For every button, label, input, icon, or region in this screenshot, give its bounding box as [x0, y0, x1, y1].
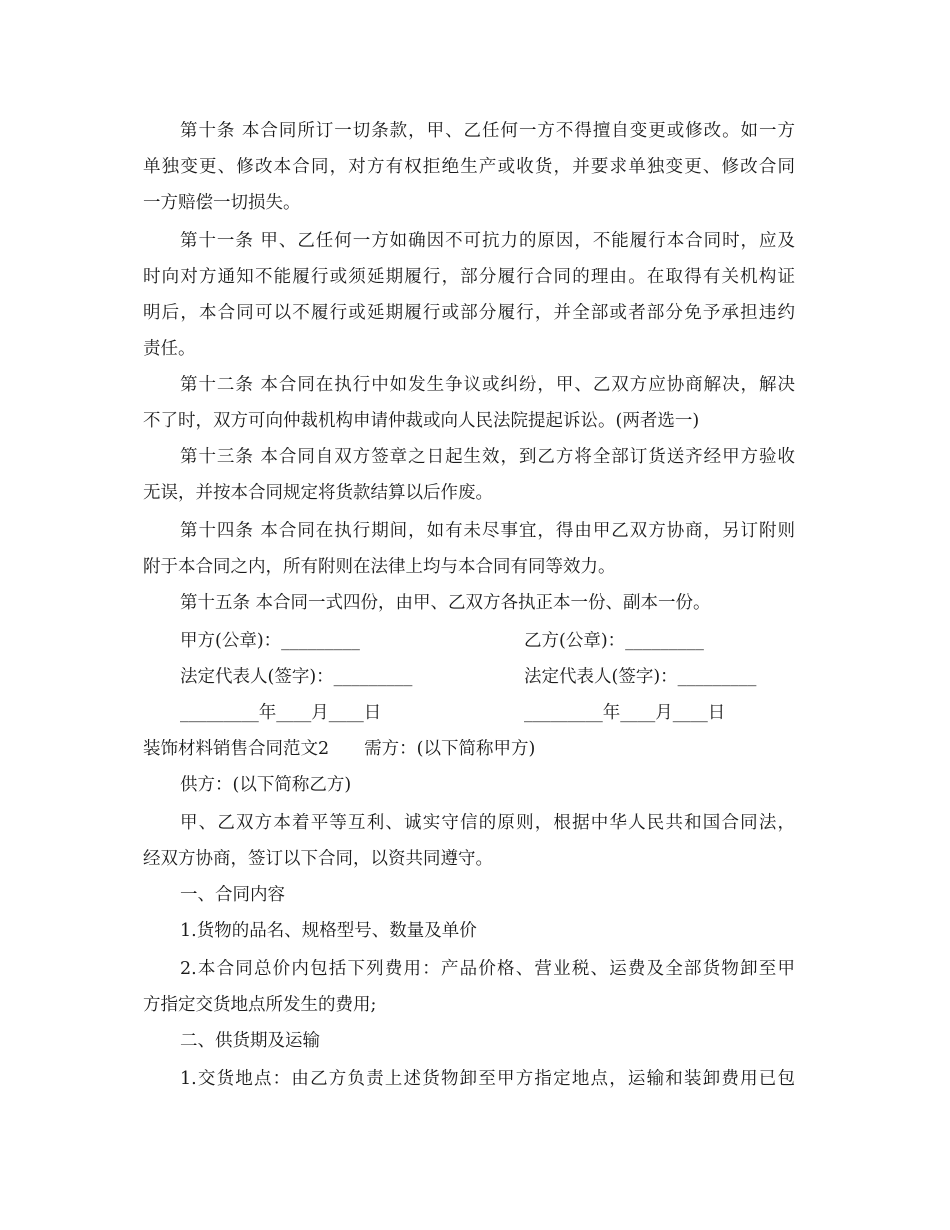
article-11-line-2: 时向对方通知不能履行或须延期履行，部分履行合同的理由。在取得有关机构证: [143, 267, 795, 287]
item-2-line-2: 方指定交货地点所发生的费用;: [143, 995, 377, 1015]
article-14-line-1: 第十四条 本合同在执行期间，如有未尽事宜，得由甲乙双方协商，另订附则: [180, 521, 795, 541]
party-b-representative: 法定代表人(签字)：_________: [524, 667, 757, 687]
intro-line-1: 甲、乙双方本着平等互利、诚实守信的原则，根据中华人民共和国合同法，: [180, 813, 795, 833]
section-1-heading: 一、合同内容: [180, 885, 285, 905]
party-a-seal: 甲方(公章)：_________: [180, 631, 360, 651]
item-2-line-1: 2.本合同总价内包括下列费用：产品价格、营业税、运费及全部货物卸至甲: [180, 959, 795, 979]
article-15-line-1: 第十五条 本合同一式四份，由甲、乙双方各执正本一份、副本一份。: [180, 593, 711, 613]
article-13-line-1: 第十三条 本合同自双方签章之日起生效，到乙方将全部订货送齐经甲方验收: [180, 447, 795, 467]
party-b-seal: 乙方(公章)：_________: [524, 631, 704, 651]
article-10-line-2: 单独变更、修改本合同，对方有权拒绝生产或收货，并要求单独变更、修改合同: [143, 157, 795, 177]
contract-2-title: 装饰材料销售合同范文2 需方：(以下简称甲方): [143, 739, 536, 759]
article-12-line-2: 不了时，双方可向仲裁机构申请仲裁或向人民法院提起诉讼。(两者选一): [143, 411, 700, 431]
article-10-line-3: 一方赔偿一切损失。: [143, 193, 301, 213]
article-11-line-4: 责任。: [143, 339, 196, 359]
item-1: 1.货物的品名、规格型号、数量及单价: [180, 921, 477, 941]
section-2-heading: 二、供货期及运输: [180, 1031, 320, 1051]
party-a-representative: 法定代表人(签字)：_________: [180, 667, 413, 687]
article-13-line-2: 无误，并按本合同规定将货款结算以后作废。: [143, 483, 493, 503]
supplier-line: 供方：(以下简称乙方): [180, 775, 352, 795]
party-a-date: _________年____月____日: [180, 703, 382, 723]
article-14-line-2: 附于本合同之内，所有附则在法律上均与本合同有同等效力。: [143, 557, 616, 577]
intro-line-2: 经双方协商，签订以下合同，以资共同遵守。: [143, 849, 493, 869]
article-11-line-1: 第十一条 甲、乙任何一方如确因不可抗力的原因，不能履行本合同时，应及: [180, 231, 795, 251]
delivery-line-1: 1.交货地点：由乙方负责上述货物卸至甲方指定地点，运输和装卸费用已包: [180, 1069, 795, 1089]
article-10-line-1: 第十条 本合同所订一切条款，甲、乙任何一方不得擅自变更或修改。如一方: [180, 121, 795, 141]
article-12-line-1: 第十二条 本合同在执行中如发生争议或纠纷，甲、乙双方应协商解决，解决: [180, 375, 795, 395]
article-11-line-3: 明后，本合同可以不履行或延期履行或部分履行，并全部或者部分免予承担违约: [143, 303, 795, 323]
party-b-date: _________年____月____日: [524, 703, 726, 723]
